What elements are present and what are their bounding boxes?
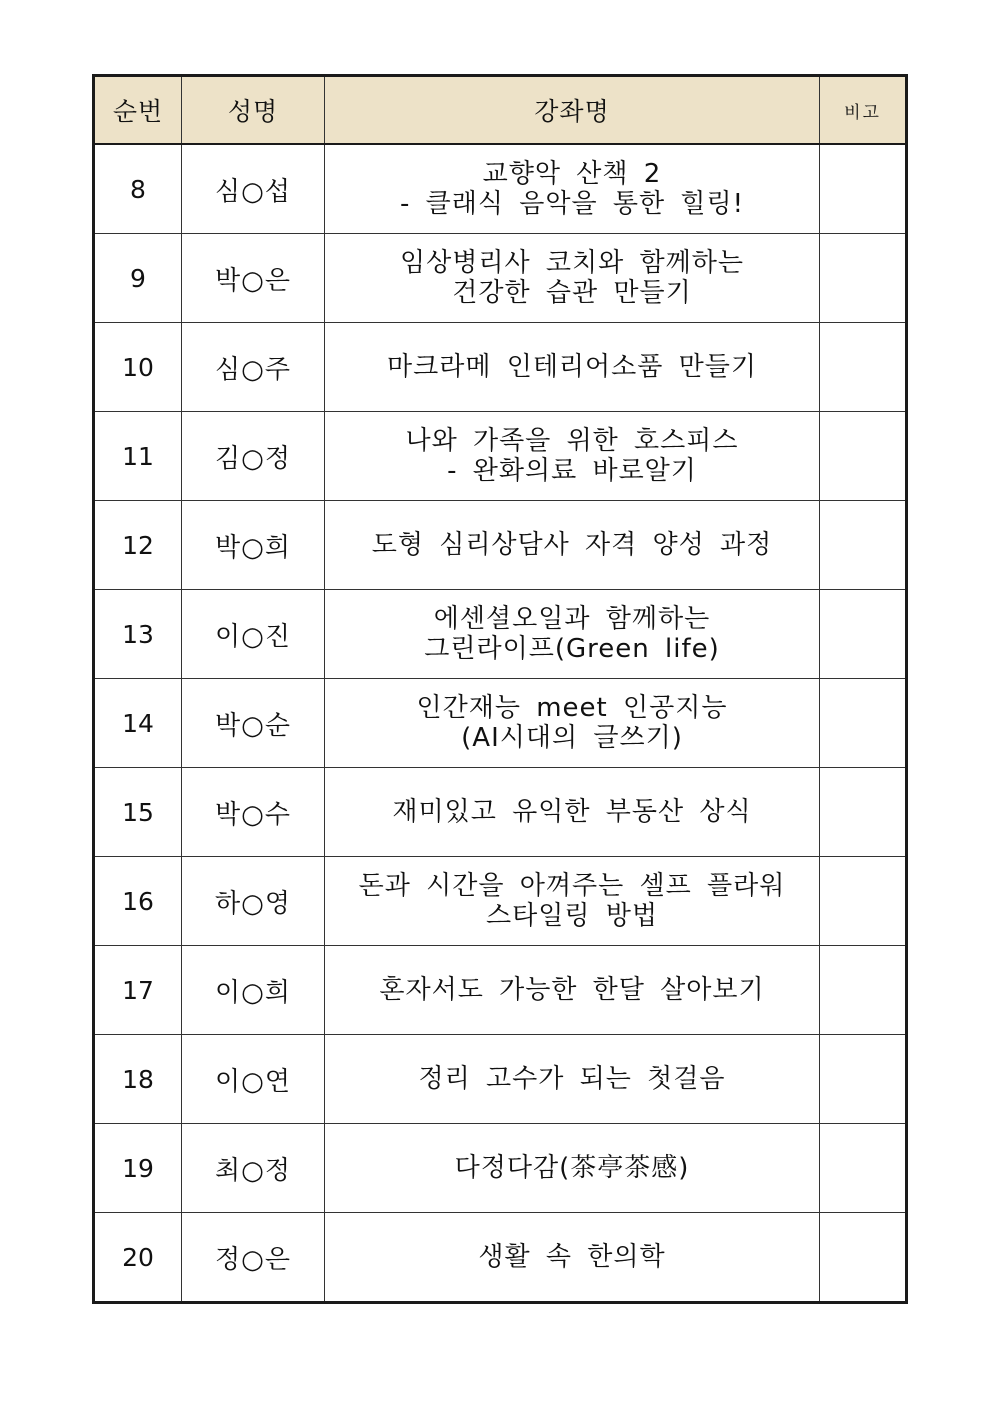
course-title <box>325 1124 820 1213</box>
row-note <box>820 679 907 768</box>
instructor-name: 정○은 <box>182 1213 325 1303</box>
row-number: 10 <box>94 323 182 412</box>
header-row <box>94 76 907 145</box>
instructor-name: 박○순 <box>182 679 325 768</box>
table-header <box>94 76 907 145</box>
instructor-name: 박○수 <box>182 768 325 857</box>
instructor-name: 이○진 <box>182 590 325 679</box>
course-title-line: 정리 고수가 되는 첫걸음 <box>418 1064 726 1094</box>
course-title <box>325 1035 820 1124</box>
row-number: 19 <box>94 1124 182 1213</box>
instructor-name: 이○희 <box>182 946 325 1035</box>
course-title-line: 스타일링 방법 <box>486 901 658 931</box>
table-row <box>94 412 907 501</box>
row-number: 13 <box>94 590 182 679</box>
row-number: 9 <box>94 234 182 323</box>
row-note <box>820 501 907 590</box>
course-title-line: 다정다감(茶亭茶感) <box>454 1153 690 1183</box>
table-row <box>94 1035 907 1124</box>
course-title-line: - 클래식 음악을 통한 힐링! <box>399 189 745 219</box>
row-number: 16 <box>94 857 182 946</box>
header-note: 비고 <box>820 76 907 145</box>
row-number: 18 <box>94 1035 182 1124</box>
table-row <box>94 1124 907 1213</box>
row-note <box>820 234 907 323</box>
course-title <box>325 501 820 590</box>
course-title-line: 나와 가족을 위한 호스피스 <box>405 426 739 456</box>
course-title <box>325 946 820 1035</box>
row-number: 11 <box>94 412 182 501</box>
course-title <box>325 1213 820 1303</box>
table-row <box>94 946 907 1035</box>
course-title <box>325 679 820 768</box>
row-note <box>820 323 907 412</box>
course-title-line: 교향악 산책 2 <box>482 159 662 189</box>
table-row <box>94 768 907 857</box>
row-note <box>820 1213 907 1303</box>
row-number: 8 <box>94 144 182 234</box>
course-title-line: - 완화의료 바로알기 <box>447 456 697 486</box>
course-roster-table <box>92 74 908 1304</box>
table-row <box>94 501 907 590</box>
course-title <box>325 323 820 412</box>
table-row <box>94 144 907 234</box>
table-row <box>94 323 907 412</box>
course-title-line: 마크라메 인테리어소품 만들기 <box>386 352 758 382</box>
course-title <box>325 768 820 857</box>
row-note <box>820 946 907 1035</box>
instructor-name: 최○정 <box>182 1124 325 1213</box>
instructor-name: 박○희 <box>182 501 325 590</box>
row-note <box>820 768 907 857</box>
row-number: 17 <box>94 946 182 1035</box>
table-row <box>94 590 907 679</box>
course-title <box>325 144 820 234</box>
table-row <box>94 857 907 946</box>
course-title-line: 건강한 습관 만들기 <box>452 278 692 308</box>
instructor-name: 이○연 <box>182 1035 325 1124</box>
row-number: 14 <box>94 679 182 768</box>
course-title-line: 재미있고 유익한 부동산 상식 <box>392 797 752 827</box>
instructor-name: 김○정 <box>182 412 325 501</box>
course-title-line: 임상병리사 코치와 함께하는 <box>400 248 744 278</box>
course-title <box>325 857 820 946</box>
course-title-line: 그린라이프(Green life) <box>424 634 720 664</box>
instructor-name: 하○영 <box>182 857 325 946</box>
row-note <box>820 857 907 946</box>
instructor-name: 심○주 <box>182 323 325 412</box>
table-row <box>94 234 907 323</box>
course-title-line: 도형 심리상담사 자격 양성 과정 <box>371 530 773 560</box>
course-title-line: 생활 속 한의학 <box>478 1242 666 1272</box>
row-number: 15 <box>94 768 182 857</box>
row-note <box>820 412 907 501</box>
course-title <box>325 412 820 501</box>
course-title <box>325 234 820 323</box>
course-title <box>325 590 820 679</box>
table-row <box>94 1213 907 1303</box>
header-name: 성명 <box>182 76 325 145</box>
instructor-name: 박○은 <box>182 234 325 323</box>
header-number: 순번 <box>94 76 182 145</box>
course-title-line: 에센셜오일과 함께하는 <box>433 604 711 634</box>
table-body <box>94 144 907 1303</box>
row-number: 12 <box>94 501 182 590</box>
course-title-line: 혼자서도 가능한 한달 살아보기 <box>379 975 765 1005</box>
course-title-line: 돈과 시간을 아껴주는 셀프 플라워 <box>358 871 786 901</box>
course-title-line: 인간재능 meet 인공지능 <box>416 693 728 723</box>
row-note <box>820 1035 907 1124</box>
course-title-line: (AI시대의 글쓰기) <box>461 723 683 753</box>
row-number: 20 <box>94 1213 182 1303</box>
table-row <box>94 679 907 768</box>
instructor-name: 심○섭 <box>182 144 325 234</box>
row-note <box>820 1124 907 1213</box>
row-note <box>820 590 907 679</box>
row-note <box>820 144 907 234</box>
header-course: 강좌명 <box>325 76 820 145</box>
